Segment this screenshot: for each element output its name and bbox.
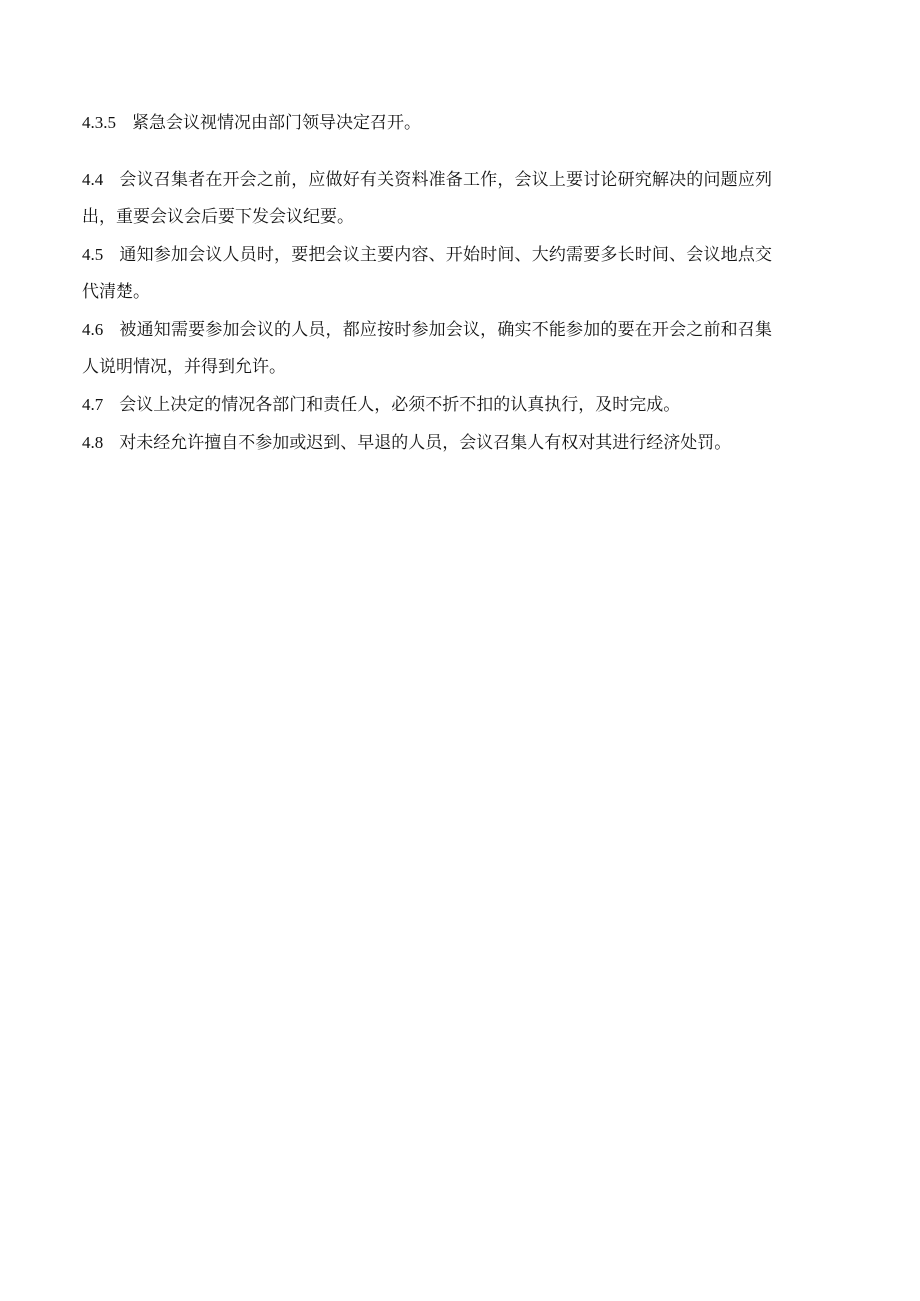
clause-text: 被通知需要参加会议的人员，都应按时参加会议，确实不能参加的要在开会之前和召集人说明情况，并得到允许。 — [82, 320, 772, 377]
clause-4-6 — [82, 311, 772, 386]
clause-number: 4.3.5 — [82, 113, 116, 132]
clause-4-5 — [82, 236, 772, 311]
clause-4-8 — [82, 424, 772, 462]
clause-number: 4.8 — [82, 433, 104, 452]
clause-text: 会议上决定的情况各部门和责任人，必须不折不扣的认真执行，及时完成。 — [119, 395, 681, 415]
clause-4-4 — [82, 161, 772, 236]
clause-4-7 — [82, 386, 772, 424]
clause-number: 4.4 — [82, 170, 104, 189]
clause-text: 会议召集者在开会之前，应做好有关资料准备工作，会议上要讨论研究解决的问题应列出，重要会议会后要下发会议纪要。 — [82, 170, 772, 227]
clause-number: 4.5 — [82, 245, 104, 264]
clause-number: 4.6 — [82, 320, 104, 339]
clause-text: 通知参加会议人员时，要把会议主要内容、开始时间、大约需要多长时间、会议地点交代清楚。 — [82, 245, 772, 302]
document-body — [82, 104, 772, 462]
clause-4-3-5 — [82, 104, 772, 142]
clause-text: 对未经允许擅自不参加或迟到、早退的人员，会议召集人有权对其进行经济处罚。 — [119, 433, 732, 453]
clause-text: 紧急会议视情况由部门领导决定召开。 — [132, 113, 421, 133]
clause-number: 4.7 — [82, 395, 104, 414]
